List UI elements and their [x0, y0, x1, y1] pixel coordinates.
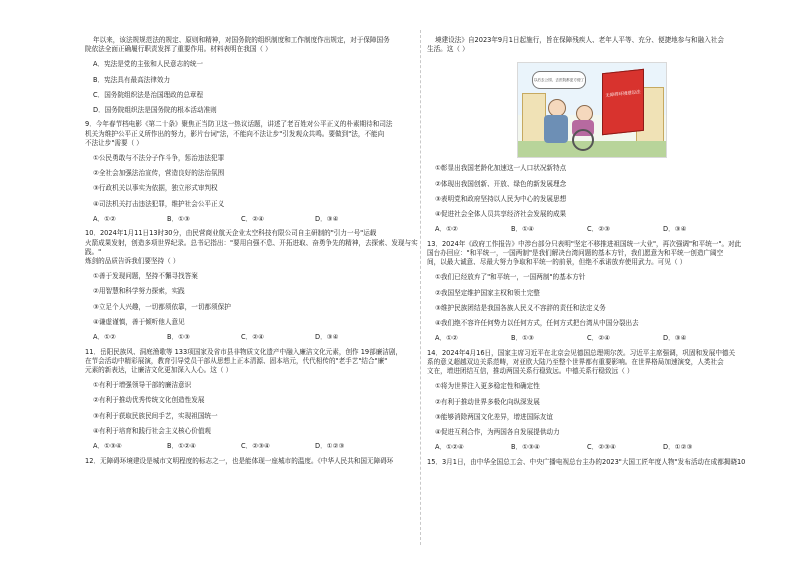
- q10-item-2: ②用智慧和科学努力探索，实践: [93, 287, 185, 296]
- q12-option-b: B．①④: [511, 225, 534, 234]
- right-column: [427, 36, 772, 467]
- q9-item-1: ①公民勇敢与不法分子作斗争，惩治违法犯罪: [93, 154, 225, 163]
- q13-item-2: ②我国坚定维护国家主权和领土完整: [435, 288, 540, 297]
- q12-options: [427, 225, 772, 234]
- q10-options: [85, 333, 420, 342]
- q14-option-d: D．①②③: [663, 443, 693, 452]
- q10-stem-line-1: 10．2024年1月11日13时30分，由民营商业航天企业太空科技有限公司自主研制的"引力一号"运载: [85, 229, 377, 238]
- q12-stem-line-2: 境建设法》自2023年9月1日起施行，旨在保障残疾人、老年人平等、充分、便捷地参与和融入社会: [435, 36, 724, 44]
- q9-option-b: B．①③: [167, 215, 190, 224]
- q14-stem-line-2: 系的意义超越双边关系范畴，对亚欧大陆乃至整个世界都有重要影响。在世界格局加速演变，人类社会: [427, 358, 724, 366]
- q14-option-a: A．①②④: [435, 443, 464, 452]
- q11-item-4: ④有利于培育和践行社会主义核心价值观: [93, 426, 212, 435]
- q9-option-a: A．①②: [93, 215, 116, 224]
- q8-option-c: C．国务院组织法是治国理政的总章程: [93, 90, 204, 99]
- q12-stem-line-3: 生活。这（ ）: [427, 45, 469, 54]
- q10-stem-line-2: 火箭成果发射，创造多项世界纪录。总书记指出："要用自强不息、开拓进取、奋勇争先的精神，去探索、发现与实践。": [85, 238, 418, 256]
- q11-option-b: B．①②④: [167, 442, 196, 451]
- q8-intro-line-1: 年以来，该法规规范法的规定、原则和精神，对国务院的组织制度和工作制度作出规定，对于保障国务: [93, 36, 390, 44]
- q15-stem-line-1: 15．3月1日，由中华全国总工会、中央广播电视总台主办的2023"大国工匠年度人物"发布活动在成都揭晓10: [427, 457, 746, 466]
- q13-item-3: ③维护民族团结是我国各族人民义不容辞的责任和法定义务: [435, 303, 606, 312]
- q8-option-a: A．宪法是党的主张和人民意志的统一: [93, 60, 204, 69]
- q11-option-c: C．②③④: [241, 442, 270, 451]
- q9-stem-line-3: 不法让步"需要（ ）: [85, 138, 143, 147]
- q11-item-3: ③有利于获取民族民间手艺，实现祖国统一: [93, 411, 218, 420]
- q10-item-4: ④谦虚谨慎，善于倾听他人意见: [93, 317, 185, 326]
- q10-option-c: C．②④: [241, 333, 265, 342]
- q14-item-2: ②有利于推动世界多极化向纵深发展: [435, 397, 540, 406]
- q14-item-1: ①将为世界注入更多稳定性和确定性: [435, 382, 540, 391]
- q9-option-c: C．②④: [241, 215, 265, 224]
- q11-item-1: ①有利于增强领导干部的廉洁意识: [93, 381, 192, 390]
- q10-stem-line-3: 炼剑的品质告诉我们要坚持（ ）: [85, 257, 180, 266]
- q14-stem-line-3: 文在，增进团结互信，推动两国关系行稳致远。中德关系行稳致远（ ）: [427, 367, 634, 376]
- q12-option-a: A．①②: [435, 225, 458, 234]
- q14-stem-line-1: 14．2024年4月16日，国家主席习近平在北京会见德国总理朔尔茨。习近平主席强调，巩固和发展中德关: [427, 348, 736, 357]
- q9-item-4: ④司法机关打击违法犯罪，维护社会公平正义: [93, 199, 225, 208]
- q11-options: [85, 442, 420, 451]
- q13-option-d: D．③④: [663, 334, 687, 343]
- q9-stem-line-2: 机关为维护公平正义所作出的努力，影片台词"法，不能向不法让步"引发观众共鸣。要做到"法，不能向: [85, 129, 385, 138]
- q12-option-d: D．③④: [663, 225, 687, 234]
- q10-option-d: D．③④: [315, 333, 339, 342]
- q9-item-3: ③行政机关以事实为依据，独立形式审判权: [93, 184, 218, 193]
- q14-option-b: B．①③④: [511, 443, 540, 452]
- q10-option-a: A．①②: [93, 333, 116, 342]
- q12-stem-line-1: 12．无障碍环境建设是城市文明程度的标志之一，也是能体现一座城市的温度。《中华人民共和国无障碍环: [85, 456, 394, 465]
- q13-item-1: ①我们已经放弃了"和平统一，一国两制"的基本方针: [435, 273, 586, 282]
- cartoon-building-left: [522, 93, 546, 143]
- cartoon-figure: [517, 62, 667, 158]
- q13-item-4: ④我们绝不容许任何势力以任何方式，任何方式把台湾从中国分裂出去: [435, 319, 639, 328]
- elderly-man-body: [544, 115, 568, 143]
- q10-item-1: ①善于发现问题，坚持不懈寻找答案: [93, 272, 198, 281]
- left-column: [85, 36, 420, 466]
- q8-intro-line-2: 院依法全面正确履行职责发挥了重要作用。材料表明在我国（ ）: [85, 45, 272, 54]
- q13-stem-line-3: 间，以最大诚意、尽最大努力争取和平统一的前景，但绝不承诺放弃使用武力。可见（ ）: [427, 258, 687, 267]
- q11-item-2: ②有利于推动优秀传统文化创造性发展: [93, 396, 205, 405]
- q9-options: [85, 215, 420, 224]
- q12-item-2: ②体现出我国创新、开放、绿色的新发展理念: [435, 179, 567, 188]
- q8-option-b: B．宪法具有最高法律效力: [93, 75, 171, 84]
- q9-option-d: D．③④: [315, 215, 339, 224]
- q9-item-2: ②全社会加强法治宣传，营造良好的法治氛围: [93, 169, 225, 178]
- q12-item-1: ①彰显出我国老龄化加速这一人口状况新特点: [435, 164, 567, 173]
- column-divider: [420, 30, 421, 545]
- q10-item-3: ③立足个人兴趣，一切都须依靠，一切都须保护: [93, 302, 231, 311]
- q14-item-4: ④促进互利合作，为两国各自发展提供动力: [435, 428, 560, 437]
- q13-option-a: A．①②: [435, 334, 458, 343]
- q10-option-b: B．①③: [167, 333, 190, 342]
- speech-bubble: 以后去公园，去医院都更方便了: [532, 71, 586, 89]
- q11-stem-line-1: 11．岳阳民族风、洞庭渔歌等 133项国家及省市县非物质文化遗产中融入廉洁文化元素，创作 19部廉洁剧，: [85, 347, 403, 356]
- q9-stem-line-1: 9．今年春节档电影《第二十条》聚焦正当防卫这一热议话题，讲述了老百姓对公平正义的朴素期待和司法: [85, 120, 393, 129]
- q13-option-c: C．②④: [587, 334, 611, 343]
- q13-stem-line-2: 国台办回应："和平统一，一国两制"是我们解决台湾问题的基本方针，我们愿意为和平统一创造广阔空: [427, 249, 724, 257]
- q14-option-c: C．②③④: [587, 443, 616, 452]
- q12-item-4: ④促进社会全体人员共享经济社会发展的成果: [435, 210, 567, 219]
- q13-options: [427, 334, 772, 343]
- q14-item-3: ③能够消除两国文化差异，增进国际友谊: [435, 412, 554, 421]
- red-law-book: 无障碍环境建设法: [602, 69, 644, 135]
- q13-stem-line-1: 13．2024年《政府工作报告》中涉台部分只表明"坚定不移推进祖国统一大业"，再次强调"和平统一"。对此: [427, 239, 742, 248]
- q12-item-3: ③表明党和政府坚持以人民为中心的发展思想: [435, 194, 567, 203]
- q8-option-d: D．国务院组织法是国务院的根本活动准则: [93, 106, 217, 115]
- q11-stem-line-2: 在节会活动中精彩展演，教育引导党员干部从思想上正本清源、固本培元，代代相传的"老手艺"结合"廉": [85, 356, 388, 365]
- q11-option-a: A．①③④: [93, 442, 122, 451]
- q11-option-d: D．①②③: [315, 442, 345, 451]
- q12-option-c: C．②③: [587, 225, 611, 234]
- q11-stem-line-3: 元素的新表达，让廉洁文化更加深入人心。这（ ）: [85, 366, 233, 375]
- q14-options: [427, 443, 772, 452]
- q13-option-b: B．①③: [511, 334, 534, 343]
